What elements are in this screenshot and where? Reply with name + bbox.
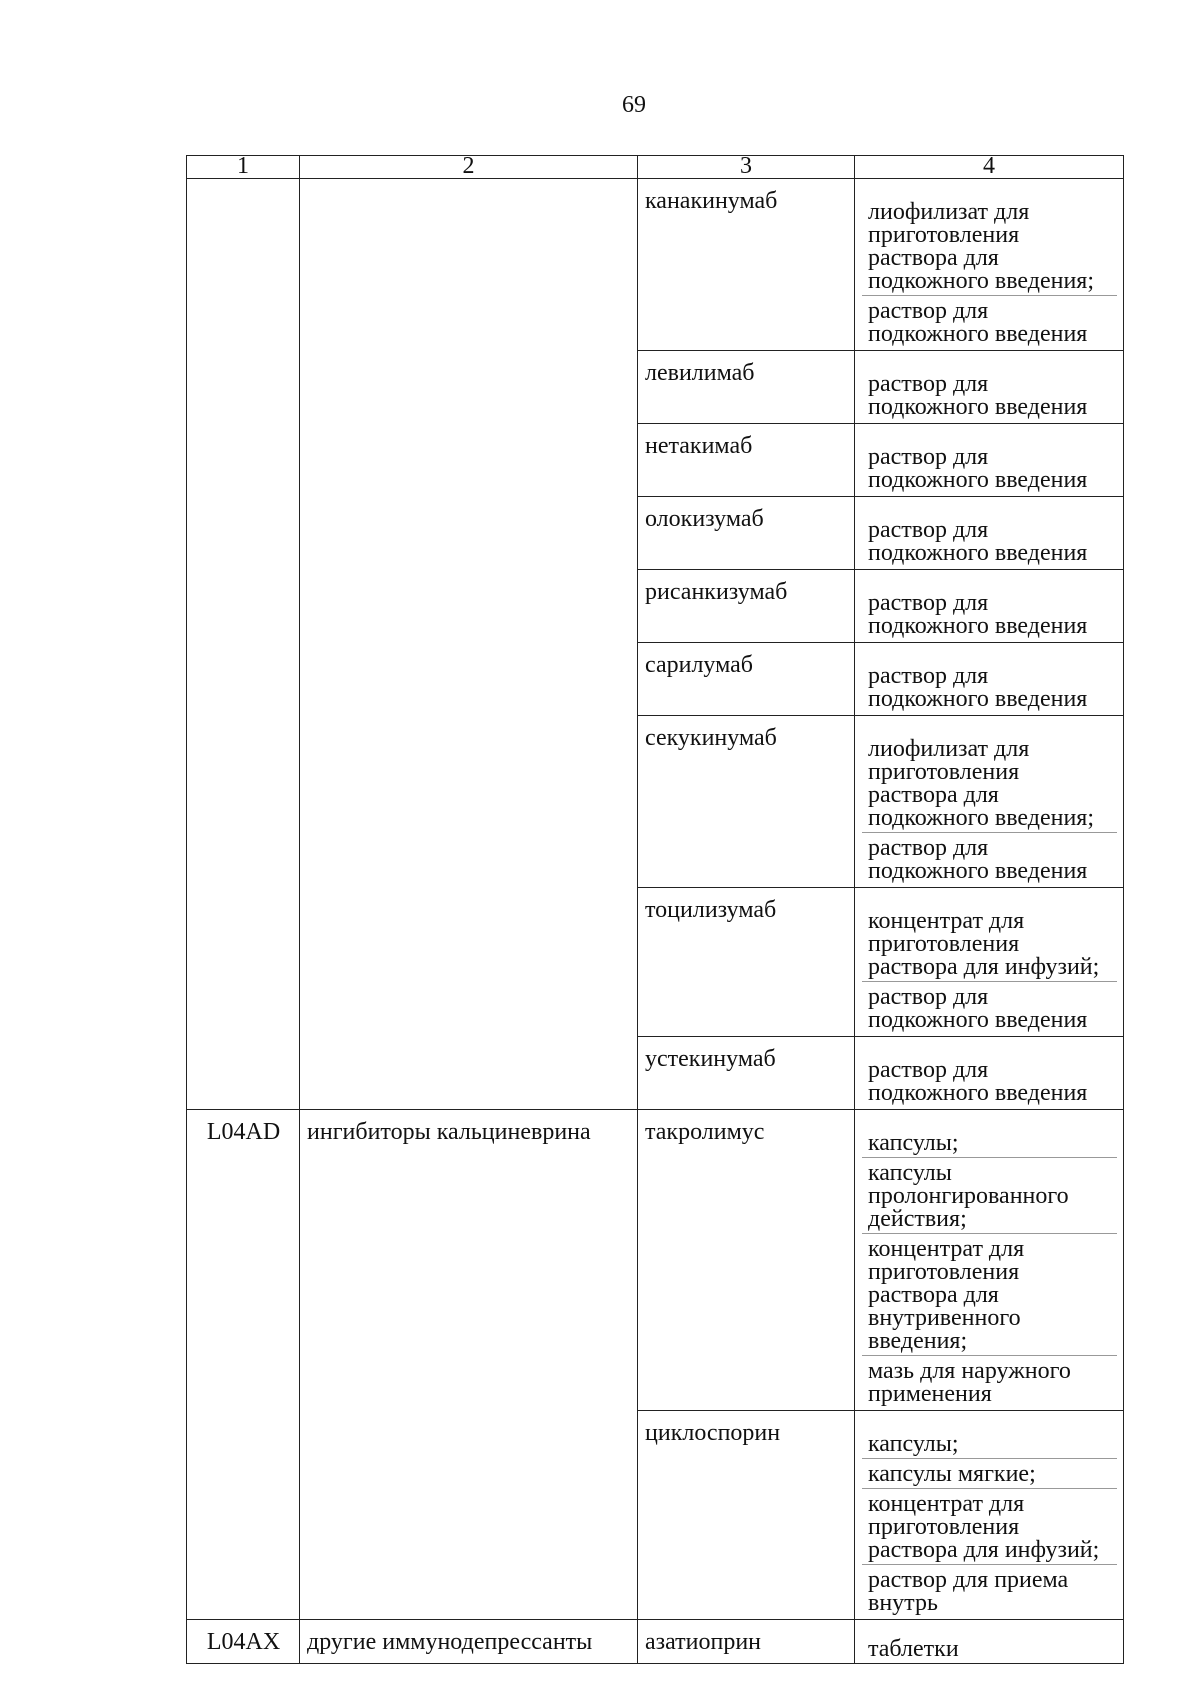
dosage-form: капсулы пролонгированного действия; [862, 1157, 1117, 1233]
inn-cell: канакинумаб [638, 179, 855, 351]
dosage-form: раствор для подкожного введения [868, 590, 1088, 639]
dosage-form: раствор для подкожного введения [862, 295, 1117, 348]
dosage-form: лиофилизат для приготовления раствора для подкожного введения; [868, 736, 1094, 831]
inn-cell: левилимаб [638, 351, 855, 424]
dosage-form: раствор для подкожного введения [868, 371, 1088, 420]
dosage-form: раствор для подкожного введения [868, 663, 1088, 712]
column-header-4: 4 [855, 156, 1124, 179]
forms-cell [855, 497, 1124, 570]
dosage-form: концентрат для приготовления раствора для внутривенного введения; [862, 1233, 1117, 1355]
group-cell-empty [300, 179, 638, 1110]
table-row [187, 1110, 1124, 1411]
dosage-form: капсулы; [868, 1431, 959, 1457]
group-cell: другие иммунодепрессанты [300, 1620, 638, 1664]
forms-cell [855, 424, 1124, 497]
dosage-form: раствор для приема внутрь [862, 1564, 1117, 1617]
dosage-form: раствор для подкожного введения [862, 832, 1117, 885]
table-row [187, 1620, 1124, 1664]
group-cell: ингибиторы кальциневрина [300, 1110, 638, 1620]
inn-cell: сарилумаб [638, 643, 855, 716]
column-header-2: 2 [300, 156, 638, 179]
forms-cell [855, 570, 1124, 643]
dosage-form: раствор для подкожного введения [868, 517, 1088, 566]
forms-cell [855, 643, 1124, 716]
forms-cell [855, 179, 1124, 351]
header-row [187, 156, 1124, 179]
inn-cell: нетакимаб [638, 424, 855, 497]
forms-cell [855, 716, 1124, 888]
dosage-form: концентрат для приготовления раствора для инфузий; [868, 908, 1100, 980]
atc-code-cell-empty [187, 179, 300, 1110]
dosage-form: лиофилизат для приготовления раствора для подкожного введения; [868, 199, 1094, 294]
dosage-form: таблетки [868, 1636, 959, 1662]
inn-cell: секукинумаб [638, 716, 855, 888]
forms-cell [855, 1411, 1124, 1620]
page-number: 69 [622, 92, 646, 118]
dosage-form: раствор для подкожного введения [868, 444, 1088, 493]
dosage-form: капсулы мягкие; [862, 1458, 1117, 1488]
inn-cell: устекинумаб [638, 1037, 855, 1110]
column-header-3: 3 [638, 156, 855, 179]
forms-cell [855, 1110, 1124, 1411]
forms-cell [855, 1620, 1124, 1664]
dosage-form: концентрат для приготовления раствора для инфузий; [862, 1488, 1117, 1564]
atc-code-cell: L04AX [187, 1620, 300, 1664]
inn-cell: такролимус [638, 1110, 855, 1411]
table-row [187, 179, 1124, 351]
forms-cell [855, 351, 1124, 424]
inn-cell: циклоспорин [638, 1411, 855, 1620]
dosage-form: раствор для подкожного введения [868, 1057, 1088, 1106]
atc-code-cell: L04AD [187, 1110, 300, 1620]
inn-cell: олокизумаб [638, 497, 855, 570]
drug-table [186, 155, 1124, 1664]
inn-cell: рисанкизумаб [638, 570, 855, 643]
dosage-form: мазь для наружного применения [862, 1355, 1117, 1408]
dosage-form: раствор для подкожного введения [862, 981, 1117, 1034]
column-header-1: 1 [187, 156, 300, 179]
inn-cell: азатиоприн [638, 1620, 855, 1664]
dosage-form: капсулы; [868, 1130, 959, 1156]
forms-cell [855, 1037, 1124, 1110]
forms-cell [855, 888, 1124, 1037]
inn-cell: тоцилизумаб [638, 888, 855, 1037]
